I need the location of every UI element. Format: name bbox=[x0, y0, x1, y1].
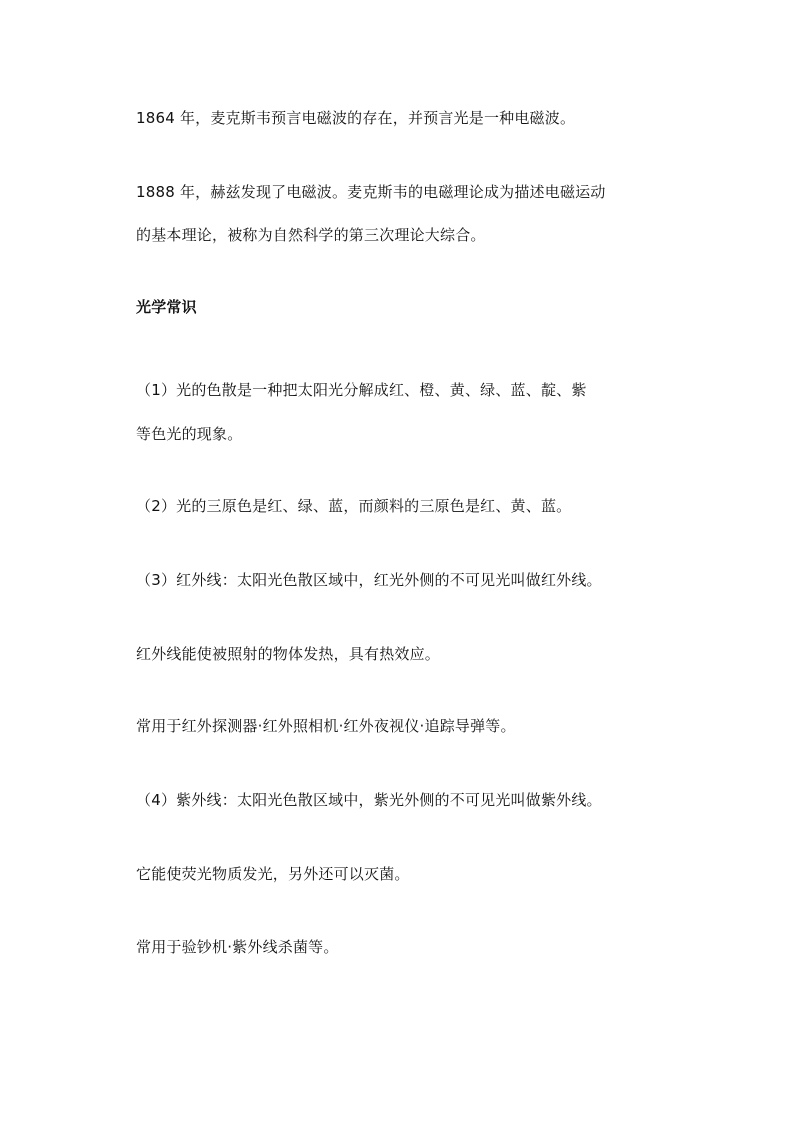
item-3-line-1: （3）红外线：太阳光色散区域中，红光外侧的不可见光叫做红外线。 bbox=[136, 571, 602, 589]
item-1-line-1: （1）光的色散是一种把太阳光分解成红、橙、黄、绿、蓝、靛、紫 bbox=[136, 381, 587, 399]
item-4-detail-1: 它能使荧光物质发光，另外还可以灭菌。 bbox=[136, 865, 410, 883]
item-1-line-2: 等色光的现象。 bbox=[136, 425, 243, 443]
item-3-detail-2: 常用于红外探测器·红外照相机·红外夜视仪·追踪导弹等。 bbox=[136, 717, 516, 735]
item-2-line-1: （2）光的三原色是红、绿、蓝，而颜料的三原色是红、黄、蓝。 bbox=[136, 497, 572, 515]
section-heading-optics: 光学常识 bbox=[136, 298, 197, 316]
item-4-detail-2: 常用于验钞机·紫外线杀菌等。 bbox=[136, 938, 339, 956]
paragraph-1888-line-2: 的基本理论，被称为自然科学的第三次理论大综合。 bbox=[136, 226, 486, 244]
item-4-line-1: （4）紫外线：太阳光色散区域中，紫光外侧的不可见光叫做紫外线。 bbox=[136, 791, 602, 809]
item-3-detail-1: 红外线能使被照射的物体发热，具有热效应。 bbox=[136, 645, 441, 663]
paragraph-1888-line-1: 1888 年，赫兹发现了电磁波。麦克斯韦的电磁理论成为描述电磁运动 bbox=[136, 183, 606, 201]
paragraph-1864-line-1: 1864 年，麦克斯韦预言电磁波的存在，并预言光是一种电磁波。 bbox=[136, 109, 576, 127]
